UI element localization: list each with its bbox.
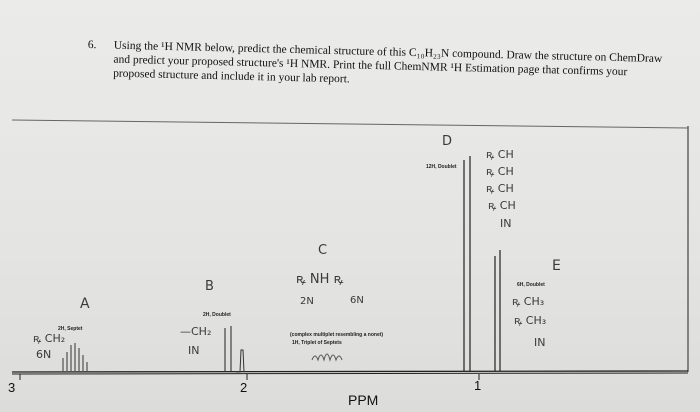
integration-curve <box>236 350 244 372</box>
spectrum-frame-top <box>12 120 688 128</box>
peak-d-note-2: ꝶ CH <box>486 165 514 178</box>
peak-e-note-3: IN <box>534 336 546 349</box>
peak-a-signal <box>63 343 87 371</box>
peak-d-signal <box>464 156 470 371</box>
tick-label-3: 3 <box>8 380 16 395</box>
axis-line <box>12 373 688 374</box>
peak-c-note-1: ꝶ NH ꝶ <box>296 272 344 287</box>
tick-label-2: 2 <box>240 380 248 395</box>
axis-title: PPM <box>348 392 379 408</box>
peak-d-note-4: ꝶ CH <box>488 199 516 212</box>
peak-c-label-line1: (complex multiplet resembling a nonet) <box>290 332 384 338</box>
peak-e-note-2: ꝶ CH₃ <box>514 314 547 327</box>
question-text: Using the ¹H NMR below, predict the chemical structure of this C₁₀H₂₃N compound. Draw the structure on ChemDraw and predict your proposed structure's ¹H NMR. Print the full ChemNMR ¹H Estimation page that confirms your proposed structure and include it in your lab report. <box>112 39 663 86</box>
peak-c-signal <box>312 354 342 360</box>
peak-c-letter: C <box>318 243 328 258</box>
peak-b-note-2: IN <box>188 344 200 357</box>
peak-e-letter: E <box>552 258 561 274</box>
peak-d-note-5: IN <box>500 217 512 230</box>
peak-a-label: 2H, Septet <box>58 326 83 332</box>
question-number: 6. <box>87 38 97 52</box>
peak-c-note-2: 2N <box>300 296 314 307</box>
peak-e-note-1: ꝶ CH₃ <box>512 295 545 308</box>
peak-b-letter: B <box>205 279 214 294</box>
peak-d-label: 12H, Doublet <box>426 164 457 170</box>
peak-b-signal <box>225 326 231 371</box>
peak-d-note-1: ꝶ CH <box>486 148 514 161</box>
peak-b-note-1: —CH₂ <box>180 325 212 338</box>
peak-a-note-1: ꝶ CH₂ <box>33 332 66 345</box>
peak-e-label: 6H, Doublet <box>517 282 545 288</box>
peak-b-label: 2H, Doublet <box>203 312 231 318</box>
peak-a-letter: A <box>80 296 90 312</box>
peak-d-letter: D <box>442 134 453 149</box>
peak-d-note-3: ꝶ CH <box>486 182 514 195</box>
peak-c-label-line2: 1H, Triplet of Septets <box>292 340 342 346</box>
peak-c-note-3: 6N <box>350 295 364 306</box>
peak-a-note-2: 6N <box>36 348 52 361</box>
tick-label-1: 1 <box>474 378 482 393</box>
peak-e-signal <box>495 250 500 371</box>
spectrum-baseline <box>12 371 688 372</box>
